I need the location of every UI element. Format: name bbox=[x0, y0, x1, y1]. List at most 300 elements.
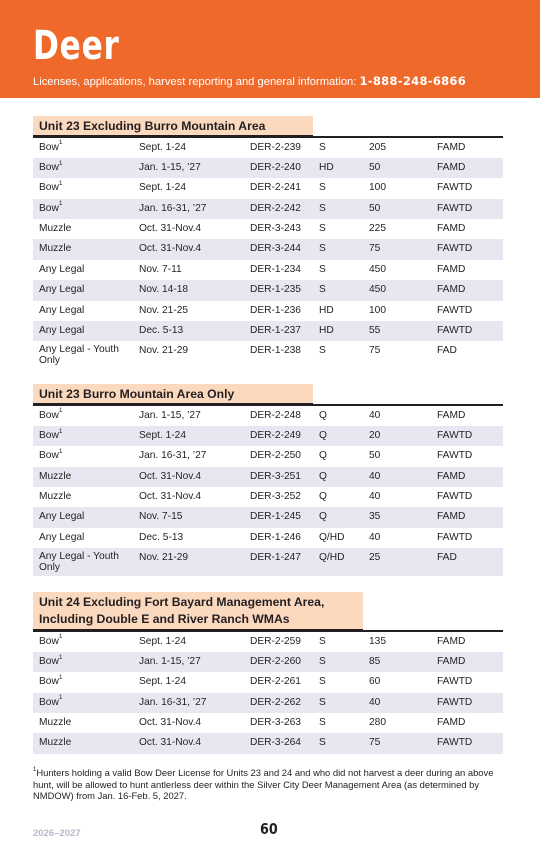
hunt-code-cell-text: DER-3-252 bbox=[250, 491, 301, 503]
hunt-code-cell bbox=[250, 178, 301, 198]
license-type-cell-text: FAWTD bbox=[437, 202, 473, 214]
bag-limit-cell bbox=[319, 219, 326, 239]
dates-cell bbox=[139, 693, 206, 713]
license-type-cell-text: FAWTD bbox=[437, 304, 473, 316]
license-type-cell bbox=[437, 341, 457, 361]
license-type-cell bbox=[437, 487, 472, 507]
license-type-cell-text: FAWTD bbox=[437, 531, 473, 543]
license-type-cell-text: FAMD bbox=[437, 409, 466, 421]
weapon-cell bbox=[39, 158, 62, 178]
dates-cell bbox=[139, 467, 201, 487]
weapon-cell bbox=[39, 713, 71, 733]
licenses-cell bbox=[369, 260, 386, 280]
hunt-code-cell-text: DER-3-244 bbox=[250, 243, 301, 255]
hunt-code-cell-text: DER-1-235 bbox=[250, 284, 301, 296]
dates-cell bbox=[139, 713, 201, 733]
weapon-cell-text: Any Legal bbox=[39, 511, 85, 523]
footnote-ref: 1 bbox=[58, 139, 63, 147]
hunt-code-cell bbox=[250, 199, 301, 219]
bag-limit-cell-text: Q/HD bbox=[319, 552, 345, 564]
hunt-code-cell-text: DER-3-243 bbox=[250, 223, 301, 235]
bag-limit-cell bbox=[319, 406, 327, 426]
dates-cell-text: Jan. 1-15, ’27 bbox=[139, 655, 201, 667]
table-row bbox=[33, 528, 503, 548]
dates-cell bbox=[139, 528, 183, 548]
weapon-cell bbox=[39, 239, 71, 259]
weapon-cell bbox=[39, 426, 62, 446]
page-number: 60 bbox=[260, 820, 278, 838]
bag-limit-cell-text: S bbox=[319, 263, 326, 275]
table-row bbox=[33, 321, 503, 341]
hunt-table bbox=[33, 138, 503, 370]
hunt-code-cell bbox=[250, 713, 301, 733]
weapon-cell-text: Bow bbox=[39, 655, 59, 667]
weapon-cell bbox=[39, 199, 62, 219]
hunt-code-cell-text: DER-2-248 bbox=[250, 409, 301, 421]
footnote bbox=[33, 767, 503, 802]
bag-limit-cell bbox=[319, 138, 326, 158]
license-type-cell bbox=[437, 199, 472, 219]
hunt-code-cell bbox=[250, 158, 301, 178]
weapon-cell-text: Bow bbox=[39, 202, 59, 214]
dates-cell-text: Jan. 1-15, ’27 bbox=[139, 409, 201, 421]
licenses-cell bbox=[369, 713, 386, 733]
footnote-ref: 1 bbox=[58, 653, 63, 661]
hunt-code-cell-text: DER-2-241 bbox=[250, 182, 301, 194]
license-type-cell-text: FAWTD bbox=[437, 450, 473, 462]
weapon-cell bbox=[39, 652, 62, 672]
table-row bbox=[33, 301, 503, 321]
dates-cell bbox=[139, 301, 188, 321]
licenses-cell-text: 50 bbox=[369, 161, 381, 173]
table-row bbox=[33, 158, 503, 178]
bag-limit-cell-text: Q bbox=[319, 511, 327, 523]
weapon-cell bbox=[39, 552, 129, 573]
hunt-code-cell-text: DER-2-259 bbox=[250, 635, 301, 647]
license-type-cell-text: FAMD bbox=[437, 223, 466, 235]
licenses-cell bbox=[369, 632, 386, 652]
weapon-cell-text: Bow bbox=[39, 450, 59, 462]
license-type-cell-text: FAMD bbox=[437, 635, 466, 647]
bag-limit-cell-text: S bbox=[319, 141, 326, 153]
bag-limit-cell-text: Q bbox=[319, 409, 327, 421]
bag-limit-cell bbox=[319, 733, 326, 753]
weapon-cell-text: Bow bbox=[39, 182, 59, 194]
licenses-cell bbox=[369, 672, 380, 692]
weapon-cell bbox=[39, 632, 62, 652]
licenses-cell bbox=[369, 178, 386, 198]
hunt-code-cell bbox=[250, 446, 301, 466]
dates-cell bbox=[139, 548, 188, 568]
hunt-code-cell-text: DER-1-236 bbox=[250, 304, 301, 316]
hunt-code-cell bbox=[250, 733, 301, 753]
hunt-code-cell-text: DER-1-246 bbox=[250, 531, 301, 543]
dates-cell-text: Nov. 7-11 bbox=[139, 263, 182, 275]
license-type-cell bbox=[437, 178, 472, 198]
license-type-cell bbox=[437, 693, 472, 713]
licenses-cell bbox=[369, 158, 380, 178]
license-type-cell bbox=[437, 632, 465, 652]
hunt-code-cell-text: DER-3-251 bbox=[250, 470, 301, 482]
table-row bbox=[33, 178, 503, 198]
licenses-cell bbox=[369, 341, 380, 361]
hunt-code-cell bbox=[250, 138, 301, 158]
bag-limit-cell bbox=[319, 693, 326, 713]
weapon-cell bbox=[39, 693, 62, 713]
section-title-line2: Including Double E and River Ranch WMAs bbox=[39, 612, 290, 626]
weapon-cell-text: Any Legal bbox=[39, 304, 85, 316]
hunt-code-cell-text: DER-2-239 bbox=[250, 141, 301, 153]
dates-cell bbox=[139, 280, 188, 300]
table-row bbox=[33, 280, 503, 300]
table-row bbox=[33, 467, 503, 487]
bag-limit-cell bbox=[319, 199, 326, 219]
weapon-cell bbox=[39, 406, 62, 426]
hunt-code-cell-text: DER-2-249 bbox=[250, 429, 301, 441]
weapon-cell bbox=[39, 528, 84, 548]
weapon-cell bbox=[39, 467, 71, 487]
license-type-cell-text: FAWTD bbox=[437, 325, 473, 337]
license-type-cell bbox=[437, 528, 472, 548]
dates-cell bbox=[139, 487, 201, 507]
dates-cell-text: Oct. 31-Nov.4 bbox=[139, 717, 202, 729]
weapon-cell bbox=[39, 487, 71, 507]
dates-cell-text: Sept. 1-24 bbox=[139, 182, 187, 194]
hunt-code-cell bbox=[250, 239, 301, 259]
weapon-cell-text: Muzzle bbox=[39, 243, 72, 255]
license-type-cell bbox=[437, 406, 465, 426]
footnote-ref: 1 bbox=[58, 673, 63, 681]
table-row bbox=[33, 733, 503, 753]
licenses-cell-text: 55 bbox=[369, 325, 381, 337]
licenses-cell-text: 280 bbox=[369, 717, 386, 729]
bag-limit-cell-text: S bbox=[319, 284, 326, 296]
hunt-code-cell bbox=[250, 528, 301, 548]
bag-limit-cell-text: S bbox=[319, 635, 326, 647]
table-row bbox=[33, 239, 503, 259]
license-type-cell-text: FAWTD bbox=[437, 243, 473, 255]
bag-limit-cell-text: S bbox=[319, 737, 326, 749]
weapon-cell bbox=[39, 138, 62, 158]
dates-cell bbox=[139, 652, 201, 672]
dates-cell bbox=[139, 733, 201, 753]
bag-limit-cell bbox=[319, 467, 327, 487]
dates-cell-text: Oct. 31-Nov.4 bbox=[139, 223, 202, 235]
weapon-cell-text: Any Legal bbox=[39, 284, 85, 296]
table-row bbox=[33, 672, 503, 692]
hunt-code-cell-text: DER-2-261 bbox=[250, 676, 301, 688]
footnote-ref: 1 bbox=[58, 427, 63, 435]
footnote-marker: 1 bbox=[33, 766, 37, 773]
licenses-cell-text: 85 bbox=[369, 655, 381, 667]
license-type-cell-text: FAMD bbox=[437, 511, 466, 523]
license-type-cell bbox=[437, 426, 472, 446]
page-header bbox=[0, 0, 540, 98]
weapon-cell bbox=[39, 280, 84, 300]
license-type-cell-text: FAMD bbox=[437, 161, 466, 173]
dates-cell-text: Dec. 5-13 bbox=[139, 531, 184, 543]
table-row bbox=[33, 406, 503, 426]
dates-cell bbox=[139, 341, 188, 361]
bag-limit-cell bbox=[319, 632, 326, 652]
bag-limit-cell-text: Q/HD bbox=[319, 531, 345, 543]
bag-limit-cell bbox=[319, 446, 327, 466]
license-type-cell bbox=[437, 507, 465, 527]
licenses-cell-text: 75 bbox=[369, 737, 381, 749]
bag-limit-cell-text: Q bbox=[319, 450, 327, 462]
license-type-cell-text: FAMD bbox=[437, 655, 466, 667]
header-subtitle: Licenses, applications, harvest reporting and general information: bbox=[33, 76, 357, 88]
weapon-cell-text: Bow bbox=[39, 635, 59, 647]
weapon-cell bbox=[39, 345, 129, 366]
license-type-cell bbox=[437, 652, 465, 672]
license-type-cell bbox=[437, 280, 465, 300]
license-type-cell bbox=[437, 260, 465, 280]
phone-number[interactable]: 1-888-248-6866 bbox=[359, 74, 467, 88]
licenses-cell-text: 40 bbox=[369, 491, 381, 503]
hunt-code-cell bbox=[250, 219, 301, 239]
hunt-code-cell-text: DER-2-250 bbox=[250, 450, 301, 462]
bag-limit-cell-text: S bbox=[319, 223, 326, 235]
dates-cell-text: Jan. 1-15, ’27 bbox=[139, 161, 201, 173]
licenses-cell bbox=[369, 301, 386, 321]
dates-cell bbox=[139, 199, 206, 219]
licenses-cell bbox=[369, 446, 380, 466]
weapon-cell bbox=[39, 733, 71, 753]
licenses-cell bbox=[369, 528, 380, 548]
section-unit23-burro-only bbox=[33, 384, 503, 576]
dates-cell-text: Sept. 1-24 bbox=[139, 141, 187, 153]
weapon-cell bbox=[39, 178, 62, 198]
hunt-code-cell-text: DER-1-245 bbox=[250, 511, 301, 523]
license-type-cell-text: FAWTD bbox=[437, 429, 473, 441]
license-type-cell-text: FAWTD bbox=[437, 491, 473, 503]
license-type-cell bbox=[437, 301, 472, 321]
hunt-code-cell bbox=[250, 280, 301, 300]
licenses-cell-text: 40 bbox=[369, 531, 381, 543]
hunt-table bbox=[33, 632, 503, 754]
license-type-cell bbox=[437, 138, 465, 158]
dates-cell bbox=[139, 138, 186, 158]
licenses-cell bbox=[369, 406, 380, 426]
dates-cell-text: Nov. 21-25 bbox=[139, 304, 189, 316]
hunt-code-cell bbox=[250, 321, 301, 341]
dates-cell bbox=[139, 507, 182, 527]
licenses-cell bbox=[369, 426, 380, 446]
weapon-cell bbox=[39, 672, 62, 692]
dates-cell bbox=[139, 239, 201, 259]
hunt-code-cell-text: DER-2-242 bbox=[250, 202, 301, 214]
hunt-code-cell-text: DER-2-240 bbox=[250, 161, 301, 173]
weapon-cell bbox=[39, 507, 84, 527]
license-type-cell-text: FAMD bbox=[437, 717, 466, 729]
licenses-cell-text: 40 bbox=[369, 470, 381, 482]
table-row bbox=[33, 426, 503, 446]
table-row bbox=[33, 138, 503, 158]
dates-cell bbox=[139, 406, 201, 426]
footnote-ref: 1 bbox=[58, 200, 63, 208]
dates-cell-text: Oct. 31-Nov.4 bbox=[139, 243, 202, 255]
license-type-cell-text: FAMD bbox=[437, 284, 466, 296]
weapon-cell-text: Bow bbox=[39, 676, 59, 688]
license-type-cell bbox=[437, 467, 465, 487]
dates-cell bbox=[139, 178, 186, 198]
hunt-code-cell bbox=[250, 260, 301, 280]
hunt-code-cell-text: DER-2-262 bbox=[250, 696, 301, 708]
weapon-cell-text: Muzzle bbox=[39, 491, 72, 503]
bag-limit-cell bbox=[319, 260, 326, 280]
weapon-cell-text: Bow bbox=[39, 696, 59, 708]
bag-limit-cell bbox=[319, 301, 334, 321]
dates-cell bbox=[139, 632, 186, 652]
table-row bbox=[33, 507, 503, 527]
bag-limit-cell bbox=[319, 158, 334, 178]
table-row bbox=[33, 341, 503, 369]
dates-cell-text: Nov. 7-15 bbox=[139, 511, 183, 523]
licenses-cell-text: 40 bbox=[369, 409, 381, 421]
bag-limit-cell-text: S bbox=[319, 717, 326, 729]
license-type-cell bbox=[437, 733, 472, 753]
dates-cell-text: Jan. 16-31, ’27 bbox=[139, 202, 207, 214]
dates-cell-text: Jan. 16-31, ’27 bbox=[139, 450, 207, 462]
hunt-code-cell bbox=[250, 548, 301, 568]
weapon-cell bbox=[39, 446, 62, 466]
dates-cell-text: Oct. 31-Nov.4 bbox=[139, 491, 202, 503]
table-row bbox=[33, 260, 503, 280]
header-info-line bbox=[33, 74, 466, 88]
licenses-cell-text: 100 bbox=[369, 182, 386, 194]
section-title: Unit 23 Burro Mountain Area Only bbox=[33, 384, 313, 404]
dates-cell-text: Sept. 1-24 bbox=[139, 635, 187, 647]
licenses-cell bbox=[369, 138, 386, 158]
licenses-cell-text: 35 bbox=[369, 511, 381, 523]
license-type-cell-text: FAWTD bbox=[437, 737, 473, 749]
licenses-cell bbox=[369, 652, 380, 672]
licenses-cell bbox=[369, 507, 380, 527]
weapon-cell-text: Any Legal bbox=[39, 263, 85, 275]
section-title bbox=[33, 592, 363, 630]
hunt-code-cell-text: DER-1-237 bbox=[250, 325, 301, 337]
license-type-cell-text: FAMD bbox=[437, 141, 466, 153]
license-type-cell-text: FAWTD bbox=[437, 696, 473, 708]
dates-cell-text: Sept. 1-24 bbox=[139, 676, 187, 688]
dates-cell-text: Sept. 1-24 bbox=[139, 429, 187, 441]
dates-cell-text: Dec. 5-13 bbox=[139, 325, 184, 337]
bag-limit-cell bbox=[319, 239, 326, 259]
hunt-table bbox=[33, 406, 503, 577]
license-type-cell bbox=[437, 672, 472, 692]
bag-limit-cell bbox=[319, 507, 327, 527]
hunt-code-cell bbox=[250, 301, 301, 321]
hunt-code-cell bbox=[250, 487, 301, 507]
table-row bbox=[33, 632, 503, 652]
bag-limit-cell bbox=[319, 426, 327, 446]
licenses-cell-text: 100 bbox=[369, 304, 386, 316]
bag-limit-cell-text: S bbox=[319, 243, 326, 255]
bag-limit-cell-text: HD bbox=[319, 304, 334, 316]
weapon-cell-text: Bow bbox=[39, 161, 59, 173]
licenses-cell-text: 75 bbox=[369, 243, 381, 255]
hunt-code-cell bbox=[250, 507, 301, 527]
licenses-cell bbox=[369, 199, 380, 219]
section-title-line1: Unit 24 Excluding Fort Bayard Management Area, bbox=[39, 595, 325, 609]
license-type-cell-text: FAMD bbox=[437, 263, 466, 275]
hunt-code-cell bbox=[250, 341, 301, 361]
bag-limit-cell bbox=[319, 528, 344, 548]
hunt-code-cell bbox=[250, 652, 301, 672]
hunt-code-cell bbox=[250, 467, 301, 487]
weapon-cell-text: Muzzle bbox=[39, 223, 72, 235]
table-row bbox=[33, 219, 503, 239]
bag-limit-cell-text: S bbox=[319, 345, 326, 357]
licenses-cell-text: 60 bbox=[369, 676, 381, 688]
bag-limit-cell bbox=[319, 280, 326, 300]
bag-limit-cell-text: Q bbox=[319, 429, 327, 441]
licenses-cell bbox=[369, 693, 380, 713]
hunt-code-cell-text: DER-3-264 bbox=[250, 737, 301, 749]
section-unit24 bbox=[33, 592, 503, 754]
weapon-cell-text: Any Legal bbox=[39, 325, 85, 337]
bag-limit-cell-text: S bbox=[319, 655, 326, 667]
hunt-code-cell-text: DER-1-238 bbox=[250, 345, 301, 357]
bag-limit-cell bbox=[319, 548, 344, 568]
hunt-code-cell-text: DER-2-260 bbox=[250, 655, 301, 667]
weapon-cell-text: Any Legal - Youth Only bbox=[39, 551, 119, 573]
dates-cell bbox=[139, 672, 186, 692]
footnote-ref: 1 bbox=[58, 633, 63, 641]
dates-cell-text: Oct. 31-Nov.4 bbox=[139, 470, 202, 482]
table-row bbox=[33, 548, 503, 576]
licenses-cell-text: 20 bbox=[369, 429, 381, 441]
dates-cell bbox=[139, 219, 201, 239]
weapon-cell-text: Bow bbox=[39, 429, 59, 441]
weapon-cell bbox=[39, 219, 71, 239]
bag-limit-cell bbox=[319, 178, 326, 198]
license-type-cell bbox=[437, 548, 457, 568]
hunt-code-cell-text: DER-1-234 bbox=[250, 263, 301, 275]
bag-limit-cell bbox=[319, 341, 326, 361]
license-type-cell-text: FAMD bbox=[437, 470, 466, 482]
hunt-code-cell bbox=[250, 426, 301, 446]
hunt-code-cell bbox=[250, 672, 301, 692]
licenses-cell bbox=[369, 733, 380, 753]
bag-limit-cell bbox=[319, 672, 326, 692]
dates-cell-text: Nov. 14-18 bbox=[139, 284, 189, 296]
hunt-code-cell-text: DER-1-247 bbox=[250, 552, 301, 564]
weapon-cell-text: Muzzle bbox=[39, 470, 72, 482]
license-type-cell-text: FAD bbox=[437, 552, 457, 564]
weapon-cell bbox=[39, 321, 84, 341]
bag-limit-cell-text: S bbox=[319, 676, 326, 688]
license-type-cell bbox=[437, 321, 472, 341]
dates-cell bbox=[139, 446, 206, 466]
licenses-cell-text: 135 bbox=[369, 635, 386, 647]
license-type-cell bbox=[437, 158, 465, 178]
footer-years: 2026–2027 bbox=[33, 828, 81, 839]
license-type-cell-text: FAWTD bbox=[437, 676, 473, 688]
weapon-cell-text: Bow bbox=[39, 409, 59, 421]
weapon-cell bbox=[39, 260, 84, 280]
licenses-cell-text: 450 bbox=[369, 263, 386, 275]
dates-cell-text: Jan. 16-31, ’27 bbox=[139, 696, 207, 708]
licenses-cell bbox=[369, 280, 386, 300]
licenses-cell-text: 225 bbox=[369, 223, 386, 235]
footnote-ref: 1 bbox=[58, 159, 63, 167]
footnote-text: Hunters holding a valid Bow Deer License for Units 23 and 24 and who did not harvest a deer during an above hunt, will be allowed to hunt antlerless deer within the Silver City Deer Management Area (as determined by NMDOW) from Jan. 16-Feb. 5, 2027. bbox=[33, 767, 494, 802]
hunt-code-cell bbox=[250, 406, 301, 426]
bag-limit-cell-text: HD bbox=[319, 325, 334, 337]
weapon-cell-text: Muzzle bbox=[39, 737, 72, 749]
